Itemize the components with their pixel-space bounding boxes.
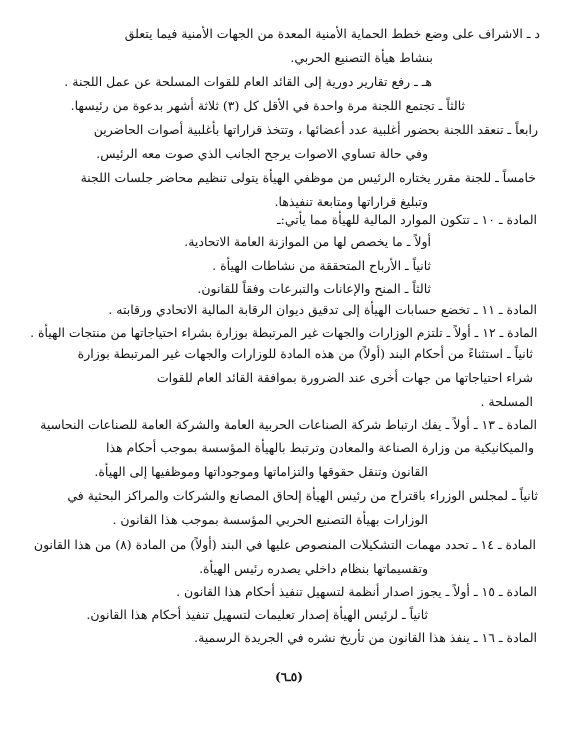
text-line: المادة ـ ١٥ ـ أولاً ـ يجوز اصدار أنظمة لتسهيل تنفيذ أحكام هذا القانون .: [176, 584, 537, 599]
text-line: رابعاً ـ تنعقد اللجنة بحضور أغلبية عدد أعضائها ، وتتخذ قراراتها بأغلبية أصوات الحاضرين: [93, 122, 538, 137]
text-line: ثانياً ـ لمجلس الوزراء باقتراح من رئيس الهيأة إلحاق المصانع والشركات والمراكز البحثية في: [67, 488, 538, 503]
text-line: المسلحة .: [480, 394, 533, 409]
text-line: المادة ـ ١٠ ـ تتكون الموارد المالية للهيأة مما يأتي:ـ: [276, 212, 537, 227]
text-line: ثانياً ـ لرئيس الهيأة إصدار تعليمات لتسهيل تنفيذ أحكام هذا القانون.: [86, 607, 428, 622]
text-line: ثالثاً ـ المنح والإعانات والتبرعات وفقاً للقانون.: [197, 281, 431, 296]
text-line: أولاً ـ ما يخصص لها من الموازنة العامة الاتحادية.: [184, 234, 431, 249]
text-line: هـ ـ رفع تقارير دورية إلى القائد العام للقوات المسلحة عن عمل اللجنة .: [64, 74, 432, 89]
text-line: المادة ـ ١٣ ـ أولاً ـ يفك ارتباط شركة الصناعات الحربية العامة والشركة العامة للصناعات النحاسية: [40, 417, 537, 432]
text-line: شراء احتياجاتها من جهات أخرى عند الضرورة بموافقة القائد العام للقوات: [156, 370, 533, 385]
text-line: د ـ الاشراف على وضع خطط الحماية الأمنية المعدة من الجهات الأمنية فيما يتعلق: [124, 26, 540, 41]
text-line: المادة ـ ١٢ ـ أولاً ـ تلتزم الوزارات والجهات غير المرتبطة بوزارة بشراء احتياجاتها من منتجات الهيأة .: [29, 325, 537, 340]
text-line: القانون وتنقل حقوقها والتزاماتها وموجوداتها وموظفيها إلى الهيأة.: [94, 464, 428, 479]
text-line: المادة ـ ١٤ ـ تحدد مهمات التشكيلات المنصوص عليها في البند (أولاً) من المادة (٨) من هذا القانون: [33, 537, 536, 552]
text-line: الوزارات بهيأة التصنيع الحربي المؤسسة بموجب هذا القانون .: [112, 512, 428, 527]
text-line: وتقسيماتها بنظام داخلي يصدره رئيس الهيأة.: [199, 561, 428, 576]
text-line: وفي حالة تساوي الاصوات يرجح الجانب الذي صوت معه الرئيس.: [96, 146, 428, 161]
page-number: (٥ـ٦): [275, 670, 303, 684]
text-line: ثانياً ـ الأرباح المتحققة من نشاطات الهيأة .: [212, 258, 431, 273]
text-line: المادة ـ ١٦ ـ ينفذ هذا القانون من تأريخ نشره في الجريدة الرسمية.: [194, 630, 537, 645]
text-line: بنشاط هيأة التصنيع الحربي.: [290, 50, 433, 65]
text-line: والميكانيكية من وزارة الصناعة والمعادن وترتبط بالهيأة المؤسسة بموجب أحكام هذا: [106, 440, 534, 455]
text-line: وتبليغ قراراتها ومتابعة تنفيذها.: [274, 194, 428, 209]
text-line: المادة ـ ١١ ـ تخضع حسابات الهيأة إلى تدقيق ديوان الرقابة المالية الاتحادي ورقابته .: [108, 302, 537, 317]
text-line: خامساً ـ للجنة مقرر يختاره الرئيس من موظفي الهيأة يتولى تنظيم محاضر جلسات اللجنة: [80, 170, 536, 185]
text-line: ثانياً ـ استثناءً من أحكام البند (أولاً) من هذه المادة للوزارات والجهات غير المرتبطة بوزارة: [77, 346, 533, 361]
text-line: ثالثاً ـ تجتمع اللجنة مرة واحدة في الأقل كل (٣) ثلاثة أشهر بدعوة من رئيسها.: [70, 98, 465, 113]
